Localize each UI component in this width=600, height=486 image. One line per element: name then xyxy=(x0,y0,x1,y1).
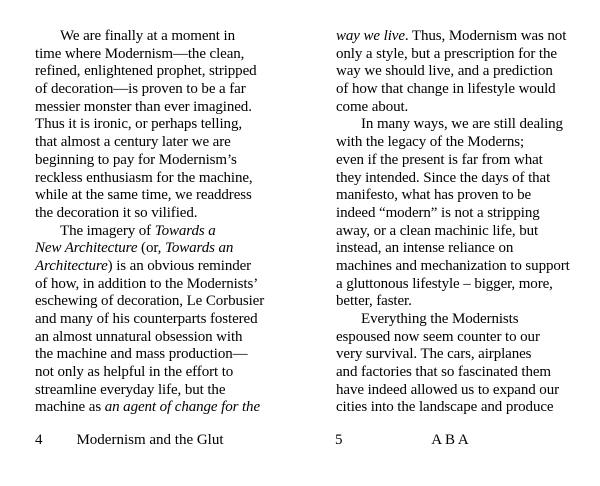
text-line xyxy=(35,152,264,170)
text-line xyxy=(35,187,264,205)
text-segment: We are finally at a moment in xyxy=(60,28,235,44)
text-line xyxy=(336,81,570,99)
text-segment: come about. xyxy=(336,98,409,115)
text-line xyxy=(336,63,570,81)
text-line xyxy=(35,46,264,64)
text-line xyxy=(336,187,570,205)
text-segment: the decoration it so vilified. xyxy=(35,204,198,221)
page-5 xyxy=(300,0,600,486)
text-line xyxy=(35,329,264,347)
text-segment: even if the present is far from what xyxy=(336,151,543,168)
text-segment: espoused now seem counter to our xyxy=(336,328,540,345)
text-line xyxy=(336,223,570,241)
italic-text-segment: Architecture xyxy=(35,257,108,274)
text-line xyxy=(35,170,264,188)
italic-text-segment: an agent of change for the xyxy=(104,399,261,416)
text-line xyxy=(336,46,570,64)
page-number-left: 4 xyxy=(35,432,43,448)
text-line xyxy=(35,223,264,241)
text-segment: reckless enthusiasm for the machine, xyxy=(35,169,253,186)
text-line xyxy=(336,116,570,134)
text-segment: away, or a clean machinic life, but xyxy=(336,222,539,239)
text-line xyxy=(336,293,570,311)
text-line xyxy=(35,346,264,364)
text-line xyxy=(336,399,570,417)
text-line xyxy=(35,364,264,382)
text-line xyxy=(35,81,264,99)
text-line xyxy=(336,134,570,152)
text-line xyxy=(35,28,264,46)
text-segment: a gluttonous lifestyle – bigger, more, xyxy=(336,275,553,292)
text-segment: ) is an obvious reminder xyxy=(107,257,252,274)
text-segment: have indeed allowed us to expand our xyxy=(336,381,559,398)
text-segment: cities into the landscape and produce xyxy=(336,399,554,416)
text-segment: manifesto, what has proven to be xyxy=(336,187,532,204)
text-line xyxy=(35,116,264,134)
italic-text-segment: New Architecture xyxy=(35,240,138,257)
text-line xyxy=(35,205,264,223)
text-segment: (or, xyxy=(137,240,165,257)
text-line xyxy=(336,329,570,347)
text-segment: that almost a century later we are xyxy=(35,134,231,151)
text-segment: machines and mechanization to support xyxy=(336,257,570,274)
text-line xyxy=(336,170,570,188)
text-line xyxy=(35,399,264,417)
text-segment: Thus it is ironic, or perhaps telling, xyxy=(35,116,242,133)
text-line xyxy=(35,134,264,152)
text-line xyxy=(336,205,570,223)
text-line xyxy=(336,152,570,170)
text-line xyxy=(35,258,264,276)
text-line xyxy=(336,382,570,400)
italic-text-segment: Towards an xyxy=(164,240,234,257)
text-line xyxy=(35,99,264,117)
text-segment: machine as xyxy=(35,399,105,416)
text-line xyxy=(336,28,570,46)
text-segment: and many of his counterparts fostered xyxy=(35,311,258,327)
text-segment: messier monster than ever imagined. xyxy=(35,98,252,115)
text-segment: streamline everyday life, but the xyxy=(35,381,226,398)
text-segment: not only as helpful in the effort to xyxy=(35,364,234,381)
text-line xyxy=(35,311,264,329)
text-segment: indeed “modern” is not a stripping xyxy=(336,204,540,221)
text-line xyxy=(336,258,570,276)
page-4-text-column xyxy=(35,28,264,417)
text-segment: time where Modernism—the clean, xyxy=(35,45,245,62)
text-segment: with the legacy of the Moderns; xyxy=(336,134,525,151)
italic-text-segment: Towards a xyxy=(154,222,216,239)
text-segment: Everything the Modernists xyxy=(361,311,519,327)
page-5-text-column xyxy=(336,28,570,417)
text-segment: instead, an intense reliance on xyxy=(336,240,514,257)
text-line xyxy=(336,240,570,258)
text-line xyxy=(336,276,570,294)
text-segment: The imagery of xyxy=(60,222,155,239)
text-segment: beginning to pay for Modernism’s xyxy=(35,151,237,168)
text-segment: better, faster. xyxy=(336,293,412,310)
text-segment: of how, in addition to the Modernists’ xyxy=(35,275,259,292)
text-segment: very survival. The cars, airplanes xyxy=(336,346,532,363)
text-line xyxy=(35,276,264,294)
text-segment: refined, enlightened prophet, stripped xyxy=(35,63,257,80)
text-segment: . Thus, Modernism was not xyxy=(404,28,567,44)
text-segment: In many ways, we are still dealing xyxy=(361,116,563,133)
text-segment: while at the same time, we readdress xyxy=(35,187,252,204)
text-line xyxy=(336,311,570,329)
text-segment: eschewing of decoration, Le Corbusier xyxy=(35,293,265,310)
running-footer-title-left: Modernism and the Glut xyxy=(76,432,224,448)
italic-text-segment: way we live xyxy=(336,28,405,44)
text-segment: only a style, but a prescription for the xyxy=(336,45,557,62)
text-line xyxy=(336,346,570,364)
text-segment: and factories that so fascinated them xyxy=(336,364,551,381)
text-segment: of decoration—is proven to be a far xyxy=(35,81,246,98)
text-line xyxy=(35,382,264,400)
text-line xyxy=(35,293,264,311)
text-segment: they intended. Since the days of that xyxy=(336,169,551,186)
text-segment: the machine and mass production— xyxy=(35,346,248,363)
text-line xyxy=(336,364,570,382)
text-segment: way we should live, and a prediction xyxy=(336,63,553,80)
text-line xyxy=(35,240,264,258)
text-line xyxy=(35,63,264,81)
text-segment: an almost unnatural obsession with xyxy=(35,328,243,345)
running-footer-title-right: A B A xyxy=(431,432,469,448)
text-line xyxy=(336,99,570,117)
page-number-right: 5 xyxy=(335,432,343,448)
text-segment: of how that change in lifestyle would xyxy=(336,81,556,98)
